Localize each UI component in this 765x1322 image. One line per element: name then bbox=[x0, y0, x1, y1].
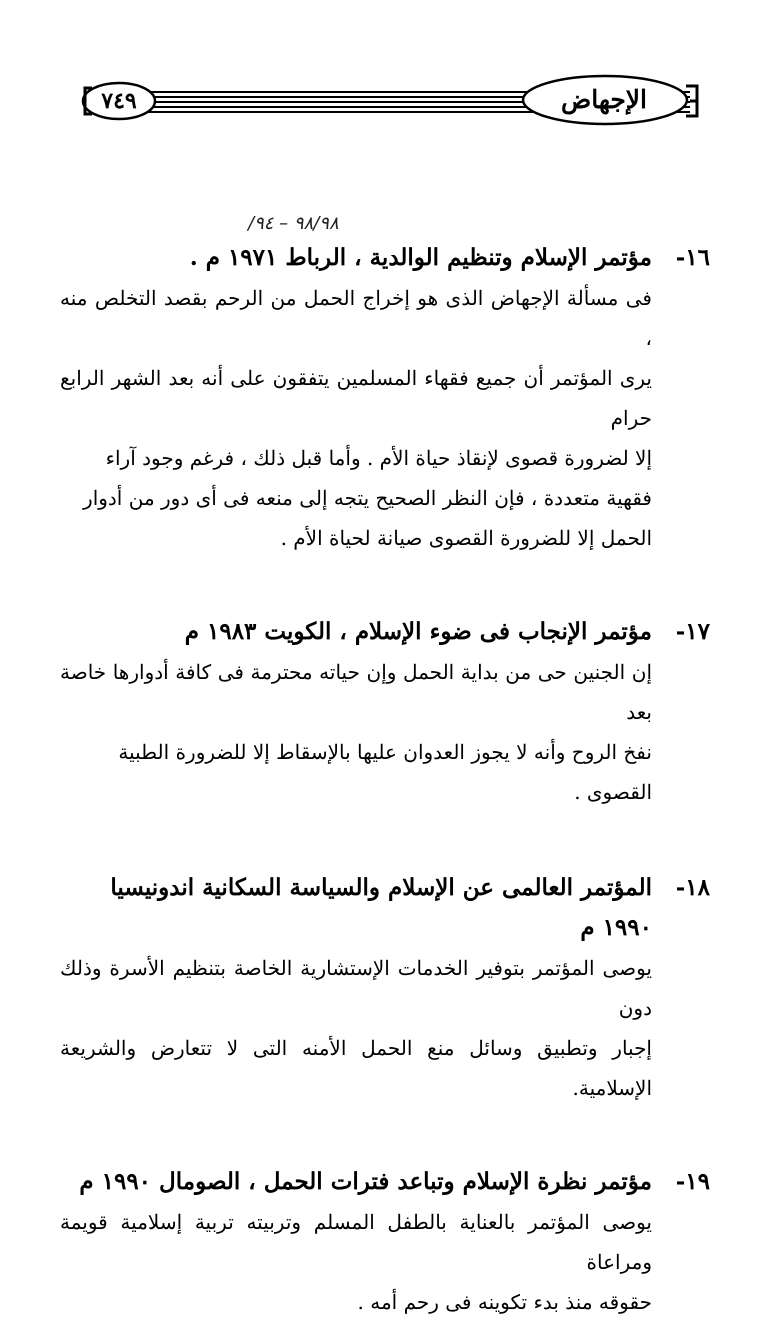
body-line: إجبار وتطبيق وسائل منع الحمل الأمنه التى لا تتعارض والشريعة الإسلامية. bbox=[60, 1036, 652, 1100]
item-body bbox=[60, 948, 652, 1108]
list-item-18 bbox=[60, 868, 710, 1108]
list-item-16 bbox=[60, 238, 710, 558]
item-number: ١٧- bbox=[675, 618, 710, 645]
list-item-19 bbox=[60, 1162, 710, 1322]
item-heading bbox=[60, 612, 710, 652]
item-title: مؤتمر الإسلام وتنظيم الوالدية ، الرباط ١٩٧١ م . bbox=[189, 244, 652, 271]
body-line: فقهية متعددة ، فإن النظر الصحيح يتجه إلى منعه فى أى دور من أدوار bbox=[83, 486, 652, 510]
handwritten-margin-note: /٩٨/٩٨ – ٩٤ bbox=[248, 213, 339, 234]
body-line: فى مسألة الإجهاض الذى هو إخراج الحمل من الرحم بقصد التخلص منه ، bbox=[60, 286, 652, 350]
item-title: المؤتمر العالمى عن الإسلام والسياسة السكانية اندونيسيا ١٩٩٠ م bbox=[110, 874, 652, 941]
body-line: حقوقه منذ بدء تكوينه فى رحم أمه . bbox=[357, 1290, 652, 1314]
list-item-17 bbox=[60, 612, 710, 812]
page-number: ٧٤٩ bbox=[101, 88, 137, 114]
header-frame bbox=[0, 0, 765, 140]
body-line: القصوى . bbox=[574, 780, 652, 804]
body-line: إلا لضرورة قصوى لإنقاذ حياة الأم . وأما قبل ذلك ، فرغم وجود آراء bbox=[105, 446, 652, 470]
item-number: ١٨- bbox=[675, 874, 710, 901]
item-body bbox=[60, 1202, 652, 1322]
body-line: يوصى المؤتمر بالعناية بالطفل المسلم وتربيته تربية إسلامية قويمة ومراعاة bbox=[60, 1210, 652, 1274]
body-line: إن الجنين حى من بداية الحمل وإن حياته محترمة فى كافة أدوارها خاصة بعد bbox=[60, 660, 652, 724]
chapter-title: الإجهاض bbox=[560, 85, 648, 114]
body-line: الحمل إلا للضرورة القصوى صيانة لحياة الأم . bbox=[280, 526, 652, 550]
item-heading bbox=[60, 868, 710, 948]
page-header bbox=[0, 0, 765, 140]
item-heading bbox=[60, 1162, 710, 1202]
body-line: يوصى المؤتمر بتوفير الخدمات الإستشارية الخاصة بتنظيم الأسرة وذلك دون bbox=[60, 956, 652, 1020]
item-heading bbox=[60, 238, 710, 278]
document-body bbox=[60, 238, 710, 1322]
item-number: ١٩- bbox=[675, 1168, 710, 1195]
item-title: مؤتمر نظرة الإسلام وتباعد فترات الحمل ، الصومال ١٩٩٠ م bbox=[79, 1168, 652, 1195]
body-line: يرى المؤتمر أن جميع فقهاء المسلمين يتفقون على أنه بعد الشهر الرابع حرام bbox=[60, 366, 652, 430]
item-body bbox=[60, 278, 652, 558]
body-line: نفخ الروح وأنه لا يجوز العدوان عليها بالإسقاط إلا للضرورة الطبية bbox=[118, 740, 652, 764]
item-title: مؤتمر الإنجاب فى ضوء الإسلام ، الكويت ١٩٨٣ م bbox=[184, 618, 652, 645]
item-number: ١٦- bbox=[675, 244, 710, 271]
item-body bbox=[60, 652, 652, 812]
